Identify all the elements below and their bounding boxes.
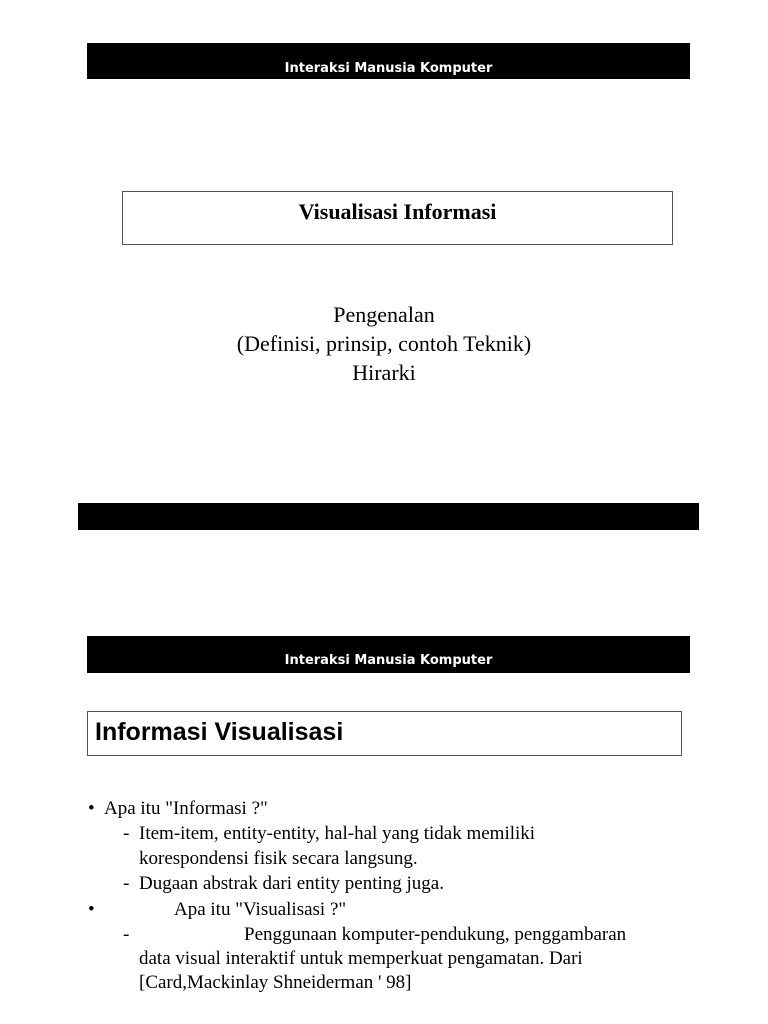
subtitle-line-3: Hirarki (352, 360, 416, 385)
slide-divider-bar (78, 503, 699, 530)
slide1-header-bar (87, 43, 690, 79)
bullet2-text: Apa itu "Visualisasi ?" (174, 899, 347, 920)
bullet2-sub1-line2: data visual interaktif untuk memperkuat pengamatan. Dari (139, 948, 583, 969)
sub-bullet-marker: - (123, 873, 130, 894)
sub-bullet-marker: - (123, 924, 130, 945)
slide2-header-text: Interaksi Manusia Komputer (284, 653, 493, 668)
sub-bullet-marker: - (123, 823, 130, 844)
slide2-header-bar (87, 636, 690, 673)
bullet2-sub1-line1: Penggunaan komputer-pendukung, penggambaran (244, 924, 627, 945)
slide1-header-text: Interaksi Manusia Komputer (284, 61, 493, 76)
bullet2-sub1-line3: [Card,Mackinlay Shneiderman ' 98] (139, 972, 412, 993)
subtitle-line-2: (Definisi, prinsip, contoh Teknik) (236, 331, 532, 356)
slide1-subtitle (0, 300, 768, 387)
bullet1-sub2-line1: Dugaan abstrak dari entity penting juga. (139, 873, 444, 894)
subtitle-line-1: Pengenalan (333, 302, 435, 327)
slide2-title: Informasi Visualisasi (95, 718, 344, 746)
bullet1-sub1-line1: Item-item, entity-entity, hal-hal yang tidak memiliki (139, 823, 536, 844)
slide1-title-box (122, 191, 673, 245)
slide1-title: Visualisasi Informasi (298, 199, 497, 224)
bullet-marker: • (88, 899, 95, 920)
bullet1-text: Apa itu "Informasi ?" (104, 798, 268, 819)
slide2-title-box (87, 711, 682, 756)
bullet-marker: • (88, 798, 95, 819)
bullet1-sub1-line2: korespondensi fisik secara langsung. (139, 848, 418, 869)
